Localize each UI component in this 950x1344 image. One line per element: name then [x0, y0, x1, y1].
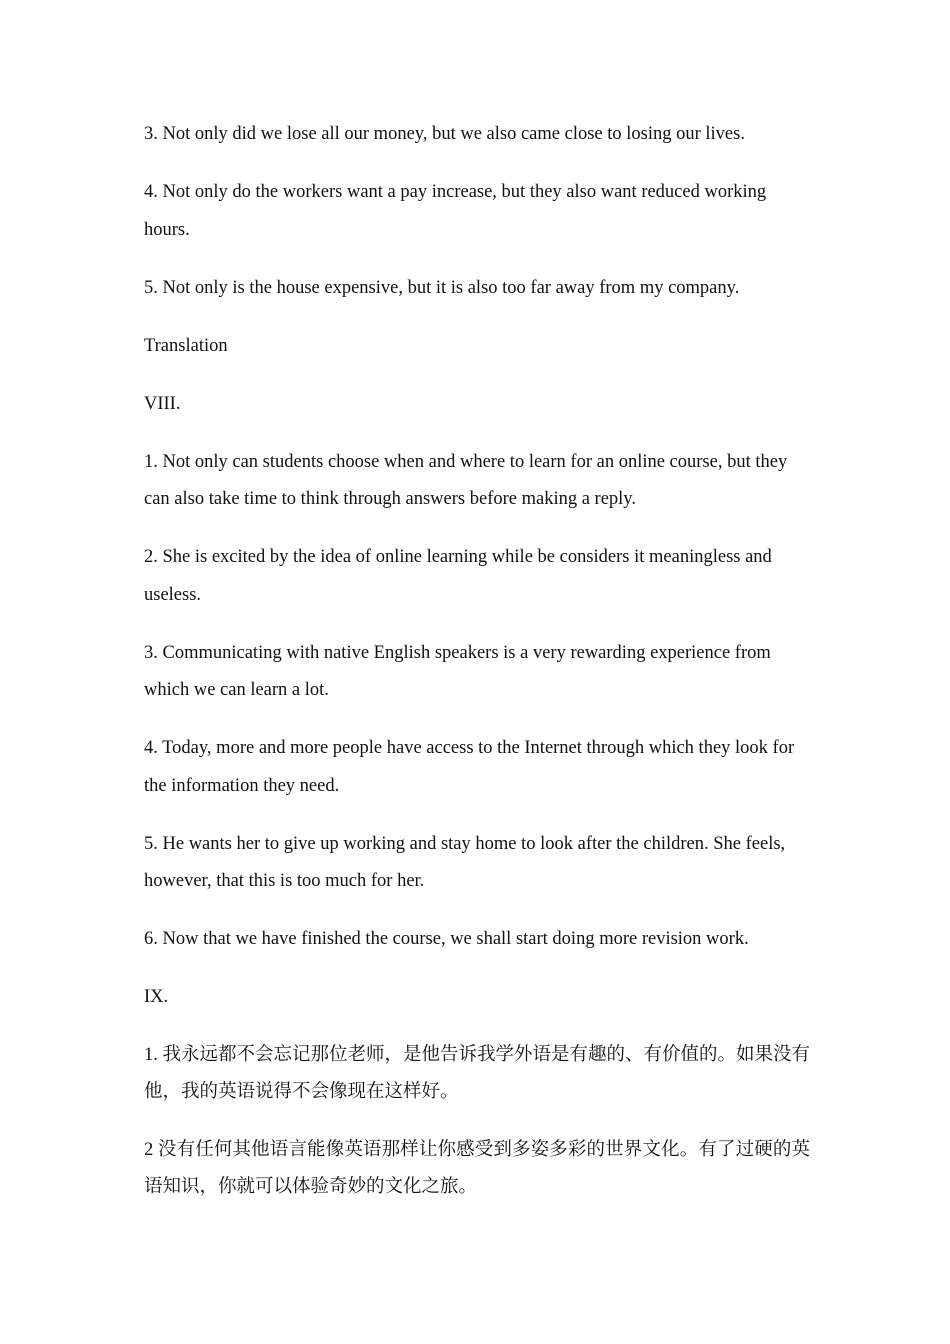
translation-sentence-3: 3. Communicating with native English speakers is a very rewarding experience from which we can learn a lot. [144, 642, 771, 700]
section-heading-translation: Translation [144, 335, 228, 356]
exercise-sentence-5: 5. Not only is the house expensive, but it is also too far away from my company. [144, 277, 740, 298]
translation-sentence-5: 5. He wants her to give up working and stay home to look after the children. She feels, however, that this is too much for her. [144, 833, 786, 891]
translation-sentence-6: 6. Now that we have finished the course, we shall start doing more revision work. [144, 929, 749, 949]
exercise-sentence-3: 3. Not only did we lose all our money, but we also came close to losing our lives. [144, 124, 745, 144]
section-number-ix: IX. [144, 987, 169, 1007]
translation-sentence-4: 4. Today, more and more people have access to the Internet through which they look for the information they need. [144, 738, 795, 796]
section-number-viii: VIII. [144, 393, 181, 414]
chinese-translation-1: 1. 我永远都不会忘记那位老师，是他告诉我学外语是有趣的、有价值的。如果没有他，我的英语说得不会像现在这样好。 [144, 1045, 811, 1102]
document-page [144, 116, 810, 1226]
translation-sentence-2: 2. She is excited by the idea of online learning while be considers it meaningless and useless. [144, 547, 772, 605]
chinese-translation-2: 2 没有任何其他语言能像英语那样让你感受到多姿多彩的世界文化。有了过硬的英语知识，你就可以体验奇妙的文化之旅。 [144, 1139, 810, 1197]
translation-sentence-1: 1. Not only can students choose when and where to learn for an online course, but they can also take time to think through answers before making a reply. [144, 451, 788, 509]
exercise-sentence-4: 4. Not only do the workers want a pay increase, but they also want reduced working hours. [144, 182, 767, 240]
